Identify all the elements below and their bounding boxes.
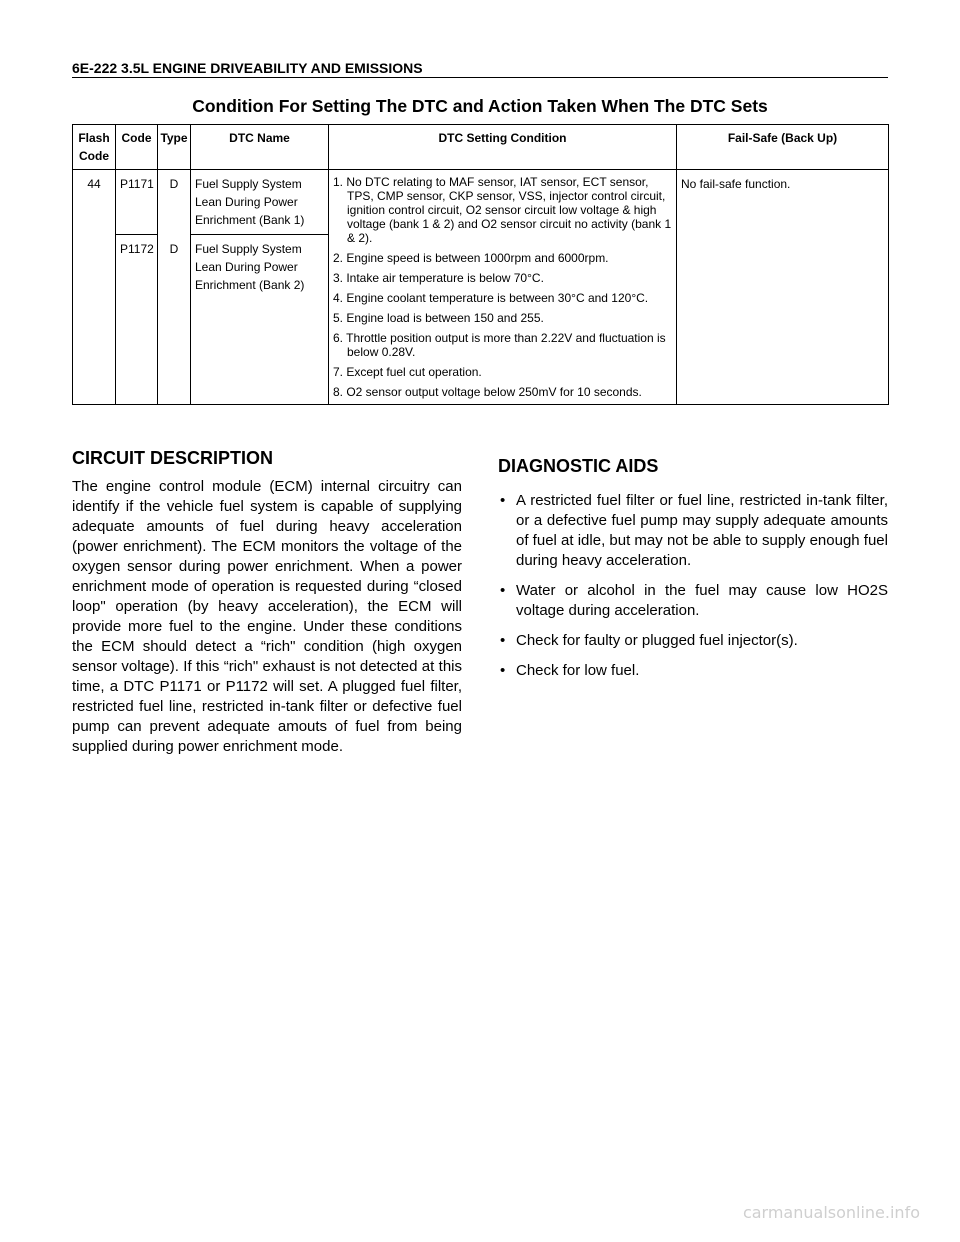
flash-code-cell: 44	[73, 170, 116, 405]
dtc-name-line: Lean During Power	[195, 195, 298, 209]
diagnostic-aids-heading: DIAGNOSTIC AIDS	[498, 456, 659, 476]
circuit-description-section	[72, 448, 462, 757]
condition-item: 8. O2 sensor output voltage below 250mV for 10 seconds.	[333, 385, 642, 399]
aid-text: Water or alcohol in the fuel may cause low HO2S voltage during acceleration.	[516, 582, 888, 619]
list-item	[498, 661, 888, 681]
col-type: Type	[158, 125, 191, 170]
dtc-name-line: Fuel Supply System	[195, 242, 302, 256]
condition-item: 3. Intake air temperature is below 70°C.	[333, 271, 544, 285]
circuit-description-body: The engine control module (ECM) internal circuitry can identify if the vehicle fuel system is capable of supplying adequate amounts of fuel during heavy acceleration (power enrichment). The ECM monitors the voltage of the oxygen sensor during power enrichment. When a power enrichment mode of operation is requested during “closed loop" operation (by heavy acceleration), the ECM will provide more fuel to the engine. Under these conditions the ECM should detect a “rich" condition (high oxygen sensor voltage). If this “rich" exhaust is not detected at this time, a DTC P1171 or P1172 will set. A plugged fuel filter, restricted fuel line, restricted in-tank filter or defective fuel pump can prevent adequate amouts of fuel from being supplied during power enrichment mode.	[72, 478, 462, 755]
col-flash-code: Flash Code	[73, 125, 116, 170]
bullet-icon: •	[500, 582, 506, 599]
condition-item: 2. Engine speed is between 1000rpm and 6000rpm.	[333, 251, 609, 265]
type-cell: D	[158, 235, 191, 405]
dtc-name-line: Enrichment (Bank 2)	[195, 278, 305, 292]
bullet-icon: •	[500, 492, 506, 509]
condition-item: 5. Engine load is between 150 and 255.	[333, 311, 544, 325]
aid-text: Check for faulty or plugged fuel injector(s).	[516, 632, 798, 649]
type-cell: D	[158, 170, 191, 235]
col-code: Code	[116, 125, 158, 170]
list-item	[498, 631, 888, 651]
circuit-description-heading: CIRCUIT DESCRIPTION	[72, 448, 274, 468]
condition-item: 7. Except fuel cut operation.	[333, 365, 482, 379]
bullet-icon: •	[500, 662, 506, 679]
table-row	[73, 170, 889, 235]
setting-condition-cell	[329, 170, 677, 405]
condition-item: 4. Engine coolant temperature is between 30°C and 120°C.	[333, 291, 649, 305]
dtc-name-line: Fuel Supply System	[195, 177, 302, 191]
dtc-name-line: Lean During Power	[195, 260, 298, 274]
aid-text: A restricted fuel filter or fuel line, restricted in-tank filter, or a defective fuel pump may supply adequate amounts of fuel at idle, but may not be able to supply enough fuel during heavy acceleration.	[516, 492, 888, 569]
dtc-name-line: Enrichment (Bank 1)	[195, 213, 305, 227]
diagnostic-aids-section	[498, 456, 888, 691]
table-title: Condition For Setting The DTC and Action Taken When The DTC Sets	[192, 96, 768, 116]
code-cell: P1172	[116, 235, 158, 405]
page-header: 6E-222 3.5L ENGINE DRIVEABILITY AND EMISSIONS	[72, 60, 888, 78]
dtc-name-cell	[191, 170, 329, 235]
condition-item: 1. No DTC relating to MAF sensor, IAT sensor, ECT sensor, TPS, CMP sensor, CKP sensor, VSS, injector control circuit, ignition control circuit, O2 sensor circuit low voltage & high voltage (bank 1 & 2) and O2 sensor circuit no activity (bank 1 & 2).	[333, 175, 672, 245]
condition-item: 6. Throttle position output is more than 2.22V and fluctuation is below 0.28V.	[333, 331, 666, 359]
aid-text: Check for low fuel.	[516, 662, 640, 679]
col-fail-safe: Fail-Safe (Back Up)	[677, 125, 889, 170]
table-header-row	[73, 125, 889, 170]
dtc-name-cell	[191, 235, 329, 405]
fail-safe-cell: No fail-safe function.	[677, 170, 889, 405]
condition-list	[333, 175, 672, 399]
dtc-table	[72, 124, 889, 405]
code-cell: P1171	[116, 170, 158, 235]
list-item	[498, 491, 888, 571]
col-setting-condition: DTC Setting Condition	[329, 125, 677, 170]
bullet-icon: •	[500, 632, 506, 649]
col-dtc-name: DTC Name	[191, 125, 329, 170]
watermark: carmanualsonline.info	[742, 1203, 920, 1222]
list-item	[498, 581, 888, 621]
diagnostic-aids-list	[498, 491, 888, 681]
